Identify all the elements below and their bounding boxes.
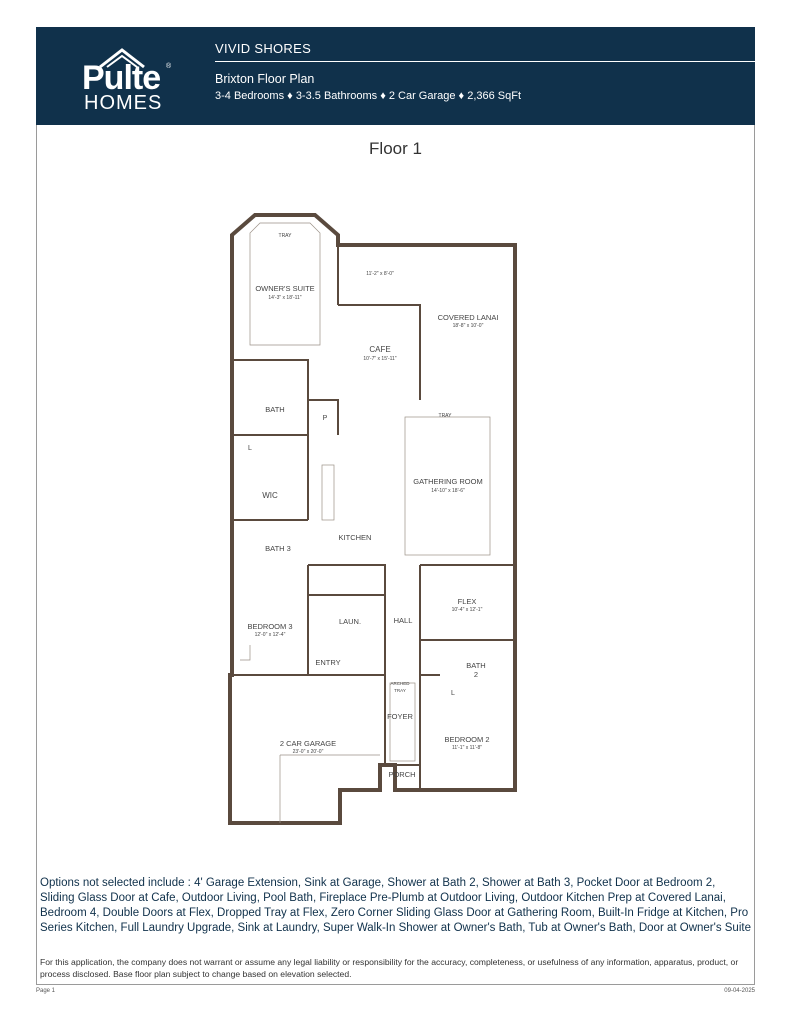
floor-title: Floor 1 bbox=[369, 139, 422, 158]
bath3-label: BATH 3 bbox=[265, 544, 291, 553]
garage-dimensions: 23'-0" x 20'-0" bbox=[292, 749, 324, 755]
gathering-room-dimensions: 14'-10" x 18'-6" bbox=[431, 488, 465, 494]
page-number: Page 1 bbox=[36, 988, 56, 994]
covered-lanai-label: COVERED LANAI bbox=[437, 313, 499, 322]
community-name: VIVID SHORES bbox=[215, 41, 312, 56]
covered-lanai-dimensions: 18'-8" x 10'-0" bbox=[452, 323, 484, 329]
linen-closet-label: L bbox=[248, 445, 252, 452]
tray-label: TRAY bbox=[438, 413, 452, 419]
lanai-extension-dimensions: 11'-2" x 8'-0" bbox=[366, 271, 394, 277]
garage-label: 2 CAR GARAGE bbox=[279, 739, 337, 748]
options-not-selected: Options not selected include : 4' Garage Extension, Sink at Garage, Shower at Bath 2, Shower at Bath 3, Pocket Door at Bedroom 2, Sliding Glass Door at Cafe, Outdoor Living, Pool Bath, Fireplace Pre-Plumb at Outdoor Living, Outdoor Kitchen Prep at Covered Lanai, Bedroom 4, Double Doors at Flex, Dropped Tray at Flex, Zero Corner Sliding Glass Door at Gathering Room, Built-In Fridge at Kitchen, Pro Series Kitchen, Full Laundry Upgrade, Sink at Laundry, Super Walk-In Shower at Owner's Bath, Tub at Owner's Bath, Door at Owner's Suite bbox=[40, 877, 751, 934]
bedroom2-dimensions: 11'-1" x 11'-8" bbox=[451, 745, 483, 751]
disclaimer: For this application, the company does not warrant or assume any legal liability or responsibility for the accuracy, completeness, or usefulness of any information, apparatus, product, or process disclosed. Base floor plan subject to change based on elevation selected. bbox=[40, 957, 739, 979]
logo-subword: HOMES bbox=[84, 92, 163, 114]
flex-dimensions: 10'-4" x 12'-1" bbox=[451, 607, 483, 613]
cafe-label: CAFE bbox=[369, 345, 391, 354]
logo-registered-mark: ® bbox=[166, 63, 172, 70]
owners-suite-label: OWNER'S SUITE bbox=[255, 284, 315, 293]
bedroom3-label: BEDROOM 3 bbox=[247, 622, 293, 631]
tray-label: TRAY bbox=[278, 233, 292, 239]
logo-wordmark: Pulte bbox=[82, 59, 161, 97]
entry-label: ENTRY bbox=[315, 658, 341, 667]
wic-label: WIC bbox=[262, 491, 278, 500]
hall-label: HALL bbox=[393, 616, 413, 625]
laundry-label: LAUN. bbox=[338, 617, 362, 626]
gathering-room-label: GATHERING ROOM bbox=[413, 477, 483, 486]
plan-name: Brixton Floor Plan bbox=[215, 72, 315, 86]
pulte-homes-logo bbox=[78, 47, 172, 117]
plan-specs: 3-4 Bedrooms ♦ 3-3.5 Bathrooms ♦ 2 Car Garage ♦ 2,366 SqFt bbox=[215, 90, 522, 102]
bedroom3-dimensions: 12'-0" x 12'-4" bbox=[254, 632, 286, 638]
foyer-label: FOYER bbox=[387, 712, 413, 721]
owners-suite-dimensions: 14'-3" x 18'-11" bbox=[268, 295, 302, 301]
owners-bath-label: BATH bbox=[265, 405, 285, 414]
tray-label: TRAY bbox=[394, 688, 406, 693]
floor-plan bbox=[220, 205, 530, 830]
header-banner bbox=[36, 27, 755, 125]
pantry-label: P bbox=[322, 415, 328, 422]
bedroom2-label: BEDROOM 2 bbox=[444, 735, 490, 744]
flex-label: FLEX bbox=[457, 597, 477, 606]
document-date: 09-04-2025 bbox=[724, 988, 755, 994]
header-divider bbox=[215, 61, 755, 62]
linen-closet-label: L bbox=[451, 690, 455, 697]
arched-opening-label: ARCHED bbox=[390, 681, 410, 686]
kitchen-label: KITCHEN bbox=[338, 533, 372, 542]
bath2-label: BATH bbox=[466, 661, 486, 670]
cafe-dimensions: 10'-7" x 15'-11" bbox=[363, 356, 397, 362]
porch-label: PORCH bbox=[388, 770, 416, 779]
bath2-number: 2 bbox=[473, 670, 479, 679]
